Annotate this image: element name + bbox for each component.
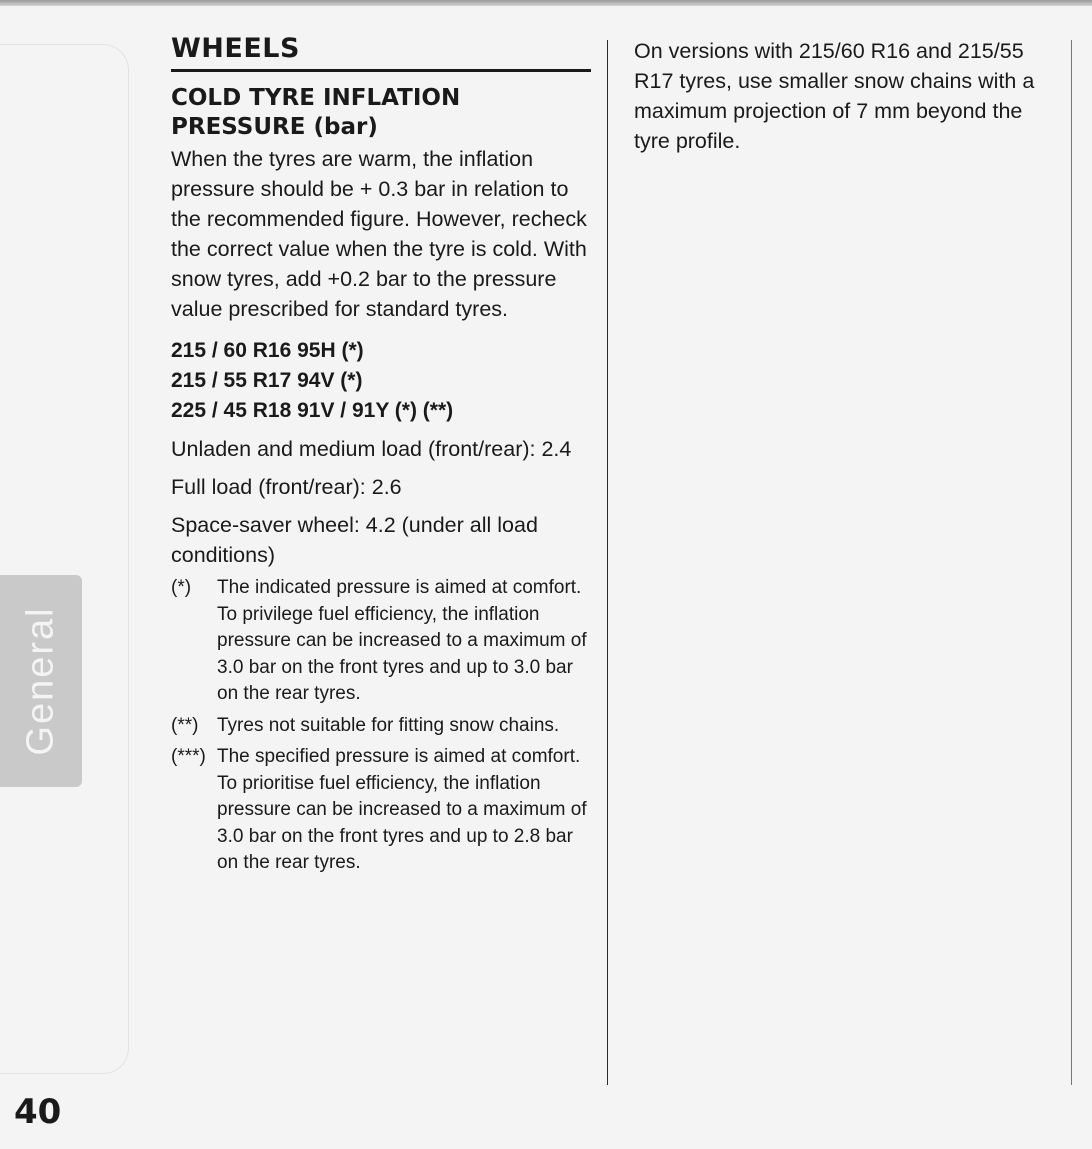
page-title: WHEELS: [171, 32, 591, 72]
section-tab-label: General: [19, 606, 62, 756]
footnote-mark: (**): [171, 714, 199, 736]
pressure-unladen: Unladen and medium load (front/rear): 2.4: [171, 437, 572, 461]
tyre-size: 215 / 60 R16 95H (*): [171, 339, 364, 362]
tyre-size: 215 / 55 R17 94V (*): [171, 369, 363, 392]
footnote-mark: (***): [171, 746, 206, 767]
intro-paragraph: When the tyres are warm, the inflation pressure should be + 0.3 bar in relation to the recommended figure. However, recheck the correct value when the tyre is cold. With snow tyres, add +0.2 bar to the pressure value prescribed for standard tyres.: [171, 147, 587, 321]
footnote-text: Tyres not suitable for fitting snow chains.: [217, 714, 560, 736]
column-divider: [607, 40, 608, 1085]
right-margin-rule: [1071, 40, 1072, 1085]
footnote-text: The specified pressure is aimed at comfort. To prioritise fuel efficiency, the inflation pressure can be increased to a maximum of 3.0 bar on the front tyres and up to 2.8 bar on the rear tyres.: [217, 746, 587, 873]
footnote: [171, 713, 591, 740]
section-tab: [0, 575, 82, 787]
footnote: [171, 575, 591, 708]
pressure-full-load: Full load (front/rear): 2.6: [171, 475, 402, 499]
footnote: [171, 744, 591, 877]
snow-chains-paragraph: On versions with 215/60 R16 and 215/55 R17 tyres, use smaller snow chains with a maximum projection of 7 mm beyond the tyre profile.: [634, 39, 1035, 153]
page-number: 40: [14, 1092, 62, 1132]
page-edge: [0, 0, 1092, 6]
tyre-size-list: [171, 336, 591, 426]
left-column: [171, 32, 591, 877]
right-column: [634, 36, 1059, 156]
pressure-space-saver: Space-saver wheel: 4.2 (under all load conditions): [171, 513, 538, 567]
footnote-text: The indicated pressure is aimed at comfort. To privilege fuel efficiency, the inflation pressure can be increased to a maximum of 3.0 bar on the front tyres and up to 3.0 bar on the rear tyres.: [217, 577, 587, 704]
tyre-size: 225 / 45 R18 91V / 91Y (*) (**): [171, 399, 454, 422]
page-margin-frame: [0, 44, 129, 1074]
footnote-mark: (*): [171, 577, 192, 598]
section-subtitle: COLD TYRE INFLATION PRESSURE (bar): [171, 85, 461, 140]
